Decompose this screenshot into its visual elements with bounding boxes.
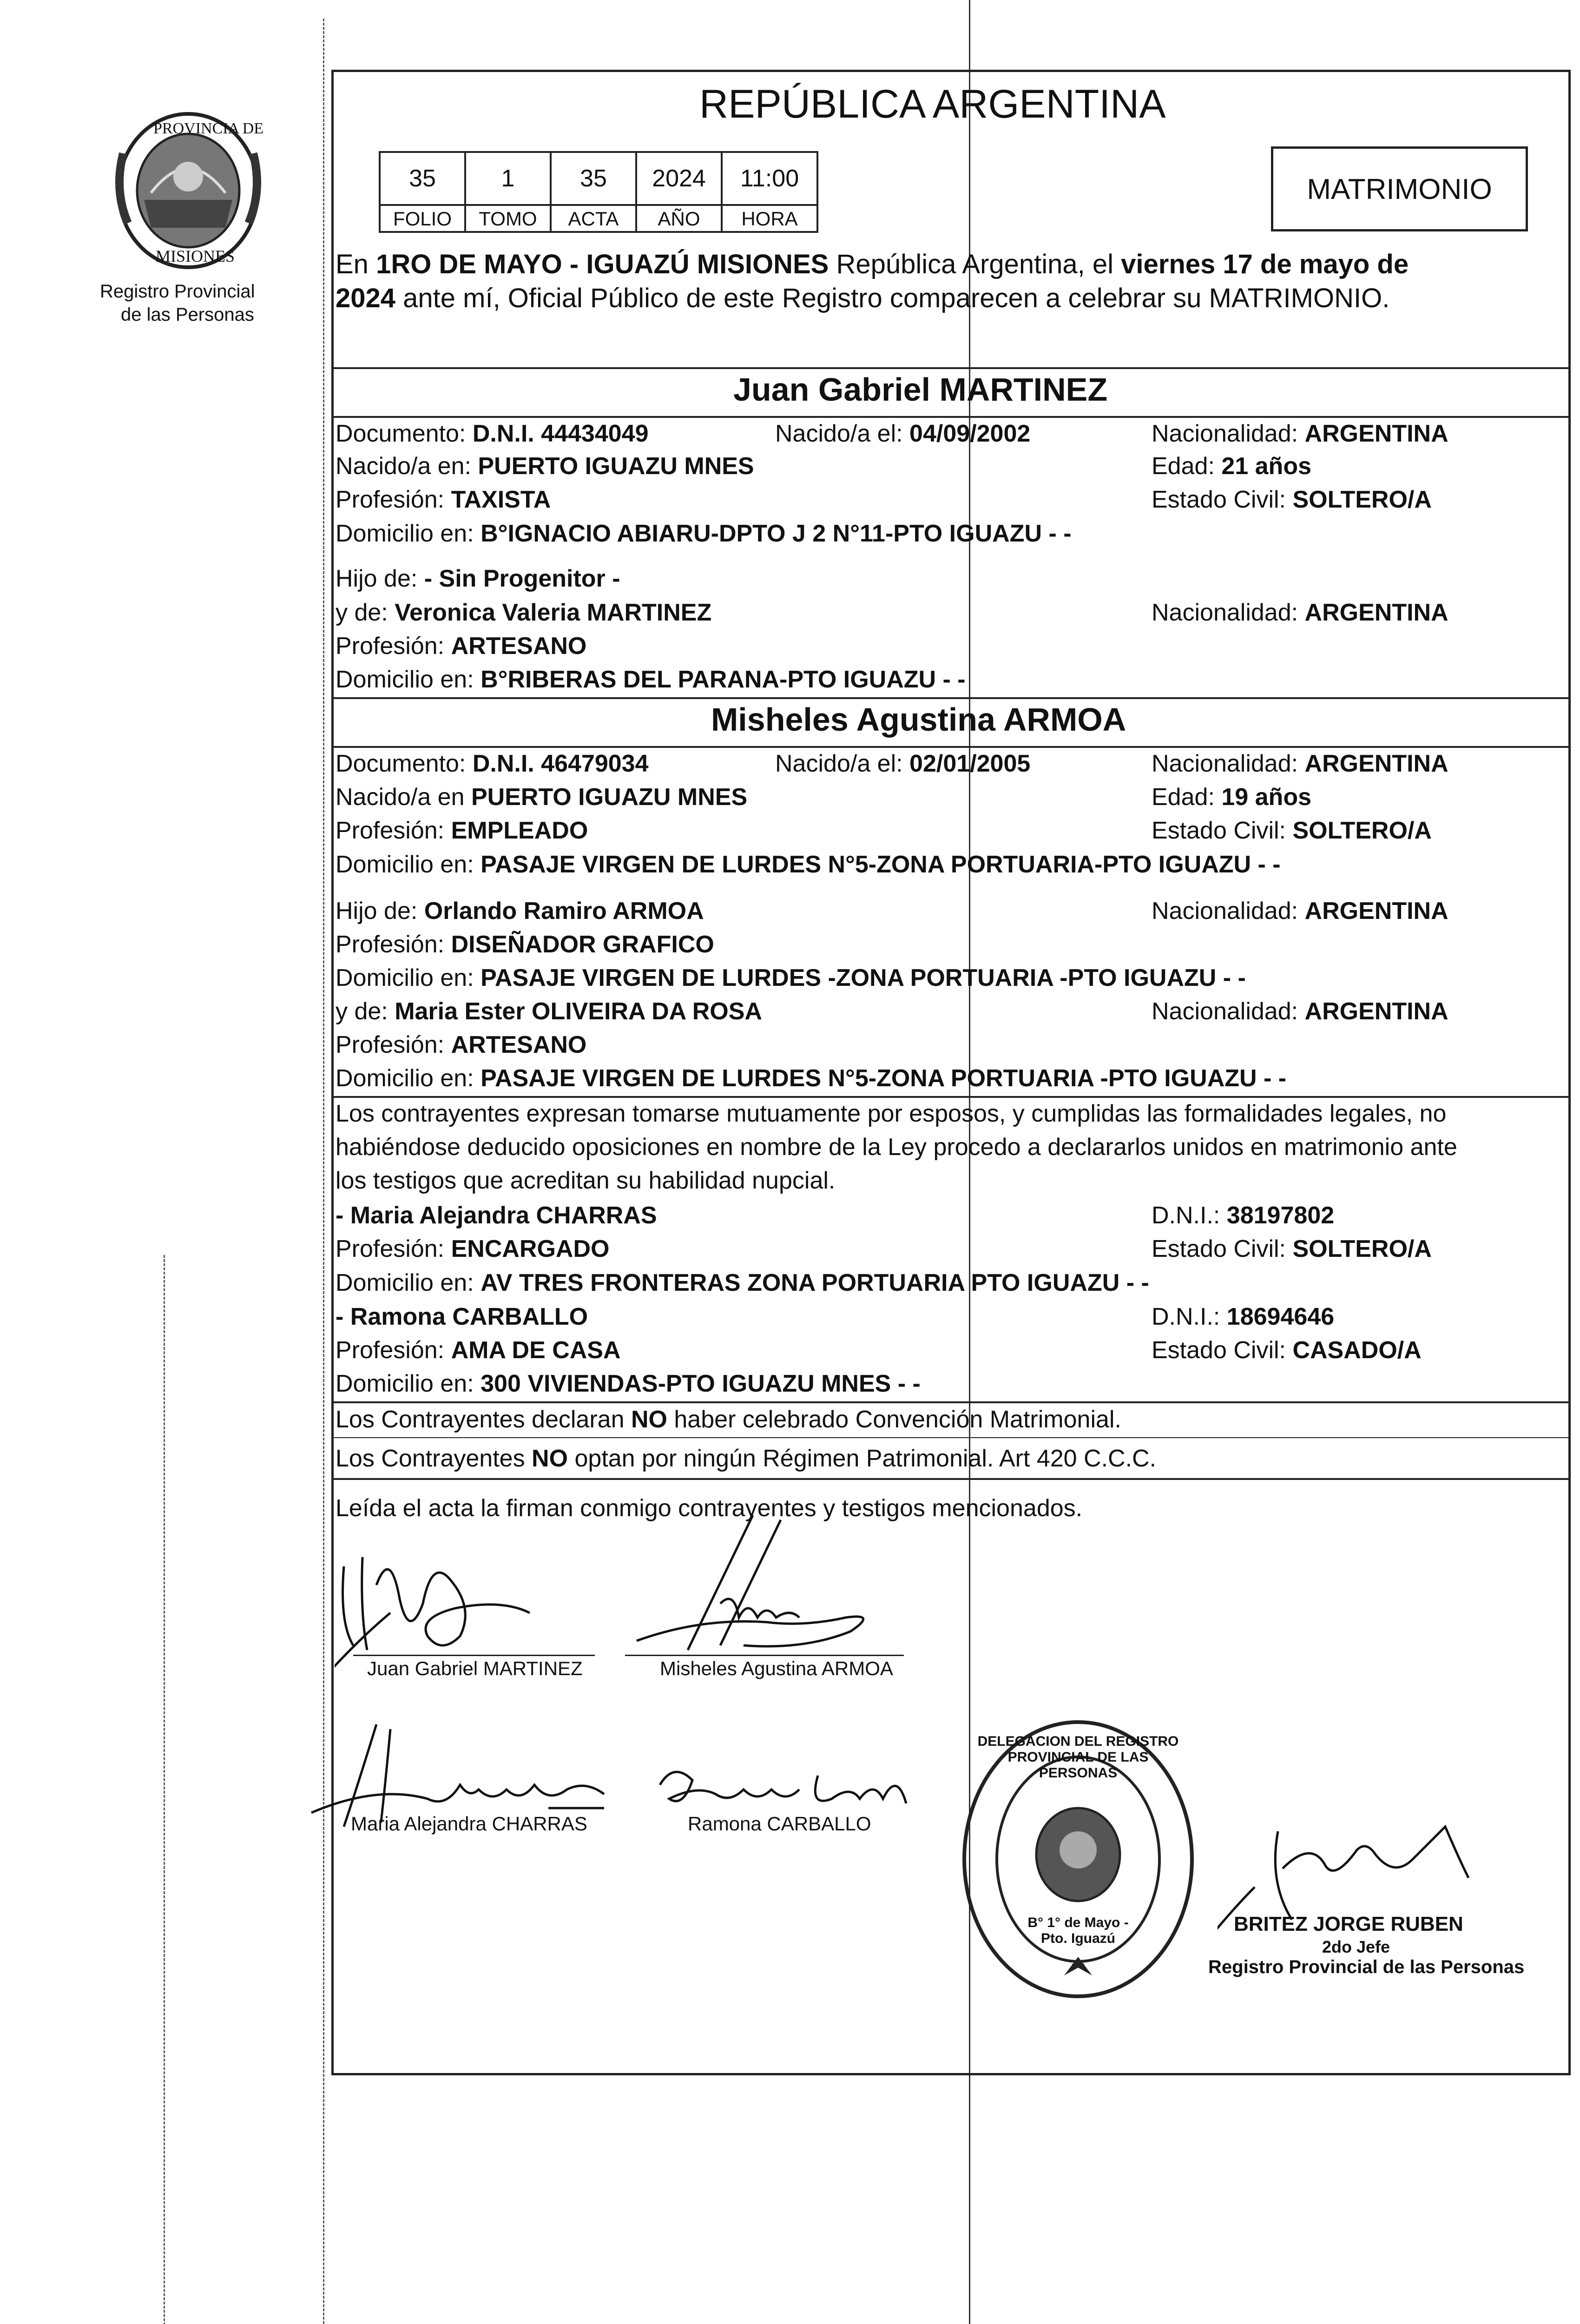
spouse1-age: Edad: 21 años bbox=[1152, 453, 1311, 480]
registry-seal-logo bbox=[109, 107, 267, 274]
spouse2-name: Misheles Agustina ARMOA bbox=[711, 701, 1126, 738]
witness1-name: - Maria Alejandra CHARRAS bbox=[336, 1202, 657, 1229]
signature-label-spouse2: Misheles Agustina ARMOA bbox=[660, 1657, 893, 1679]
seal-top-text: PROVINCIA DE bbox=[153, 120, 264, 137]
spouse1-document: Documento: D.N.I. 44434049 bbox=[336, 420, 649, 447]
witness2-civil-status: Estado Civil: CASADO/A bbox=[1152, 1337, 1422, 1364]
act-type-box: MATRIMONIO bbox=[1271, 146, 1528, 231]
divider bbox=[331, 416, 1571, 418]
hora-value: 11:00 bbox=[721, 151, 818, 206]
spouse2-civil-status: Estado Civil: SOLTERO/A bbox=[1152, 817, 1432, 844]
spouse1-name: Juan Gabriel MARTINEZ bbox=[733, 371, 1108, 408]
spouse2-parent2-profession: Profesión: ARTESANO bbox=[336, 1031, 587, 1058]
divider bbox=[331, 1478, 1571, 1480]
divider bbox=[331, 697, 1571, 699]
folio-label: FOLIO bbox=[379, 204, 466, 233]
witness2-address: Domicilio en: 300 VIVIENDAS-PTO IGUAZU MNES - - bbox=[336, 1370, 921, 1397]
registry-office-stamp bbox=[957, 1715, 1199, 2003]
registry-label-2: de las Personas bbox=[121, 304, 254, 325]
spouse2-nationality: Nacionalidad: ARGENTINA bbox=[1152, 750, 1448, 777]
stamp-ring-text: DELEGACION DEL REGISTRO PROVINCIAL DE LAS PERSONAS bbox=[977, 1734, 1179, 1781]
spouse2-address: Domicilio en: PASAJE VIRGEN DE LURDES N°5-ZONA PORTUARIA-PTO IGUAZU - - bbox=[336, 851, 1281, 878]
spouse2-document: Documento: D.N.I. 46479034 bbox=[336, 750, 649, 777]
spouse2-birthdate: Nacido/a el: 02/01/2005 bbox=[775, 750, 1031, 777]
official-name: BRITEZ JORGE RUBEN bbox=[1234, 1913, 1463, 1935]
spouse2-birthplace: Nacido/a en PUERTO IGUAZU MNES bbox=[336, 784, 748, 811]
anio-value: 2024 bbox=[635, 151, 723, 206]
witness1-profession: Profesión: ENCARGADO bbox=[336, 1235, 610, 1262]
divider bbox=[331, 746, 1571, 748]
witness2-dni: D.N.I.: 18694646 bbox=[1152, 1303, 1335, 1330]
spouse1-parent2-address: Domicilio en: B°RIBERAS DEL PARANA-PTO IGUAZU - - bbox=[336, 666, 966, 693]
declaration-line-3: los testigos que acreditan su habilidad nupcial. bbox=[336, 1167, 836, 1194]
convention-line-2: Los Contrayentes NO optan por ningún Régimen Patrimonial. Art 420 C.C.C. bbox=[336, 1445, 1157, 1472]
signature-line bbox=[353, 1655, 595, 1656]
spouse2-parent2-nationality: Nacionalidad: ARGENTINA bbox=[1152, 998, 1448, 1025]
acta-label: ACTA bbox=[550, 204, 637, 233]
spouse1-birthdate: Nacido/a el: 04/09/2002 bbox=[775, 420, 1031, 447]
signature-line bbox=[625, 1655, 904, 1656]
margin-dashed-line bbox=[164, 1255, 165, 2324]
spouse2-parent2: y de: Maria Ester OLIVEIRA DA ROSA bbox=[336, 998, 762, 1025]
witness1-address: Domicilio en: AV TRES FRONTERAS ZONA PORTUARIA PTO IGUAZU - - bbox=[336, 1269, 1149, 1296]
tomo-value: 1 bbox=[464, 151, 552, 206]
spouse1-address: Domicilio en: B°IGNACIO ABIARU-DPTO J 2 N°11-PTO IGUAZU - - bbox=[336, 520, 1072, 547]
spouse2-profession: Profesión: EMPLEADO bbox=[336, 817, 588, 844]
divider bbox=[331, 1437, 1571, 1438]
witness1-civil-status: Estado Civil: SOLTERO/A bbox=[1152, 1235, 1432, 1262]
divider bbox=[331, 367, 1571, 369]
signature-label-spouse1: Juan Gabriel MARTINEZ bbox=[367, 1657, 583, 1679]
signature-spouse2 bbox=[627, 1511, 888, 1664]
official-office: Registro Provincial de las Personas bbox=[1208, 1957, 1525, 1977]
official-title: 2do Jefe bbox=[1322, 1937, 1390, 1956]
spouse1-civil-status: Estado Civil: SOLTERO/A bbox=[1152, 486, 1432, 513]
acta-value: 35 bbox=[550, 151, 637, 206]
divider bbox=[331, 1401, 1571, 1403]
country-title: REPÚBLICA ARGENTINA bbox=[699, 82, 1166, 126]
spouse1-parent2-nationality: Nacionalidad: ARGENTINA bbox=[1152, 599, 1448, 626]
seal-bottom-text: MISIONES bbox=[156, 247, 235, 265]
anio-label: AÑO bbox=[635, 204, 723, 233]
spouse1-parent1: Hijo de: - Sin Progenitor - bbox=[336, 565, 620, 592]
convention-line-1: Los Contrayentes declaran NO haber celebrado Convención Matrimonial. bbox=[336, 1406, 1121, 1433]
spouse1-birthplace: Nacido/a en: PUERTO IGUAZU MNES bbox=[336, 453, 754, 480]
spouse2-parent1-nationality: Nacionalidad: ARGENTINA bbox=[1152, 898, 1448, 924]
signature-label-witness1: Maria Alejandra CHARRAS bbox=[351, 1813, 587, 1835]
margin-dashed-line bbox=[323, 19, 324, 2324]
spouse2-parent2-address: Domicilio en: PASAJE VIRGEN DE LURDES N°5-ZONA PORTUARIA -PTO IGUAZU - - bbox=[336, 1065, 1287, 1092]
witness2-profession: Profesión: AMA DE CASA bbox=[336, 1337, 621, 1364]
intro-line-2: 2024 ante mí, Oficial Público de este Registro comparecen a celebrar su MATRIMONIO. bbox=[336, 283, 1390, 313]
spouse1-parent2: y de: Veronica Valeria MARTINEZ bbox=[336, 599, 712, 626]
hora-label: HORA bbox=[721, 204, 818, 233]
spouse1-nationality: Nacionalidad: ARGENTINA bbox=[1152, 420, 1448, 447]
witness1-dni: D.N.I.: 38197802 bbox=[1152, 1202, 1335, 1229]
witness2-name: - Ramona CARBALLO bbox=[336, 1303, 588, 1330]
spouse2-parent1-address: Domicilio en: PASAJE VIRGEN DE LURDES -ZONA PORTUARIA -PTO IGUAZU - - bbox=[336, 964, 1246, 991]
stamp-inner-text: B° 1° de Mayo - Pto. Iguazú bbox=[1027, 1915, 1129, 1946]
signature-label-witness2: Ramona CARBALLO bbox=[688, 1813, 871, 1835]
divider bbox=[331, 1096, 1571, 1098]
declaration-line-2: habiéndose deducido oposiciones en nombre de la Ley procedo a declararlos unidos en matrimonio ante bbox=[336, 1134, 1457, 1161]
closing-text: Leída el acta la firman conmigo contrayentes y testigos mencionados. bbox=[336, 1495, 1083, 1522]
signature-spouse1 bbox=[335, 1529, 595, 1669]
spouse2-parent1: Hijo de: Orlando Ramiro ARMOA bbox=[336, 898, 704, 924]
spouse1-profession: Profesión: TAXISTA bbox=[336, 486, 551, 513]
spouse1-parent2-profession: Profesión: ARTESANO bbox=[336, 633, 587, 660]
tomo-label: TOMO bbox=[464, 204, 552, 233]
registry-label-1: Registro Provincial bbox=[100, 281, 255, 302]
intro-line-1: En 1RO DE MAYO - IGUAZÚ MISIONES República Argentina, el viernes 17 de mayo de bbox=[336, 249, 1409, 279]
declaration-line-1: Los contrayentes expresan tomarse mutuamente por esposos, y cumplidas las formalidades legales, no bbox=[336, 1100, 1447, 1127]
spouse2-age: Edad: 19 años bbox=[1152, 784, 1311, 811]
folio-value: 35 bbox=[379, 151, 466, 206]
spouse2-parent1-profession: Profesión: DISEÑADOR GRAFICO bbox=[336, 931, 714, 958]
